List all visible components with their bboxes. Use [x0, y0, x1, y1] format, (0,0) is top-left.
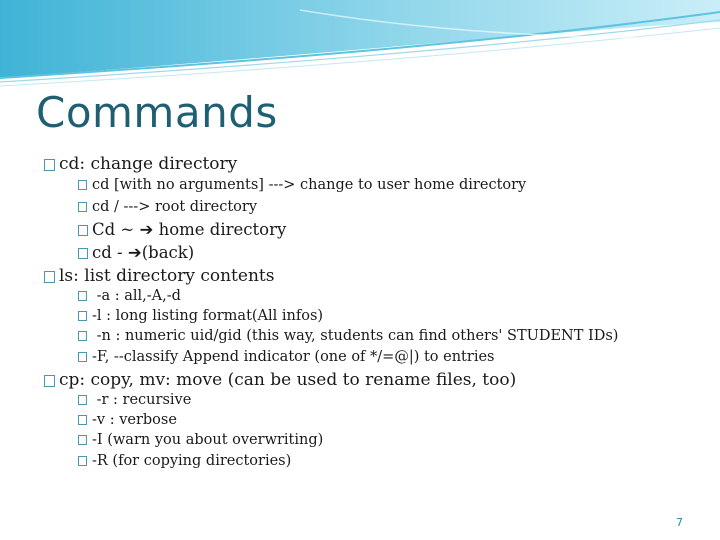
square-bullet-icon	[78, 395, 87, 405]
slide-title: Commands	[36, 88, 278, 137]
list-item	[78, 199, 257, 215]
item-text: (back)	[141, 243, 195, 262]
item-text: -R (for copying directories)	[92, 453, 292, 469]
square-bullet-icon	[78, 435, 87, 445]
list-item	[78, 243, 194, 262]
list-item	[44, 266, 274, 286]
square-bullet-icon	[78, 456, 87, 466]
square-bullet-icon	[78, 248, 88, 259]
square-bullet-icon	[78, 180, 87, 190]
square-bullet-icon	[78, 225, 88, 236]
item-text: -n : numeric uid/gid (this way, students can find others' STUDENT IDs)	[92, 328, 619, 344]
list-item	[44, 154, 237, 174]
list-item	[78, 349, 494, 365]
list-item	[78, 453, 291, 469]
item-text: -I (warn you about overwriting)	[92, 432, 324, 448]
arrow-right-icon: ➔	[127, 243, 142, 262]
item-text: -r : recursive	[92, 392, 192, 408]
square-bullet-icon	[78, 331, 87, 341]
header-decoration	[0, 0, 720, 90]
square-bullet-icon	[78, 415, 87, 425]
item-text: -a : all,-A,-d	[92, 288, 181, 304]
item-text: Cd ~	[92, 220, 140, 239]
list-item	[78, 177, 526, 193]
list-item	[78, 288, 181, 304]
list-item	[78, 432, 323, 448]
item-text: cp: copy, mv: move (can be used to rename files, too)	[59, 370, 517, 390]
item-text: cd -	[92, 243, 128, 262]
square-bullet-icon	[78, 202, 87, 212]
item-text: -F, --classify Append indicator (one of */=@|) to entries	[92, 349, 495, 365]
page-number: 7	[676, 516, 683, 529]
square-bullet-icon	[44, 375, 55, 387]
item-text: home directory	[153, 220, 287, 239]
square-bullet-icon	[78, 291, 87, 301]
list-item	[78, 328, 618, 344]
item-text: -v : verbose	[92, 412, 177, 428]
item-text: -l : long listing format(All infos)	[92, 308, 324, 324]
square-bullet-icon	[78, 311, 87, 321]
arrow-right-icon: ➔	[139, 220, 154, 239]
list-item	[44, 370, 516, 390]
list-item	[78, 412, 177, 428]
item-text: cd [with no arguments] ---> change to user home directory	[92, 177, 527, 193]
item-text: cd: change directory	[59, 154, 238, 174]
item-text: cd / ---> root directory	[92, 199, 258, 215]
square-bullet-icon	[44, 271, 55, 283]
square-bullet-icon	[44, 159, 55, 171]
list-item	[78, 392, 191, 408]
list-item	[78, 220, 286, 239]
list-item	[78, 308, 323, 324]
item-text: ls: list directory contents	[59, 266, 275, 286]
square-bullet-icon	[78, 352, 87, 362]
